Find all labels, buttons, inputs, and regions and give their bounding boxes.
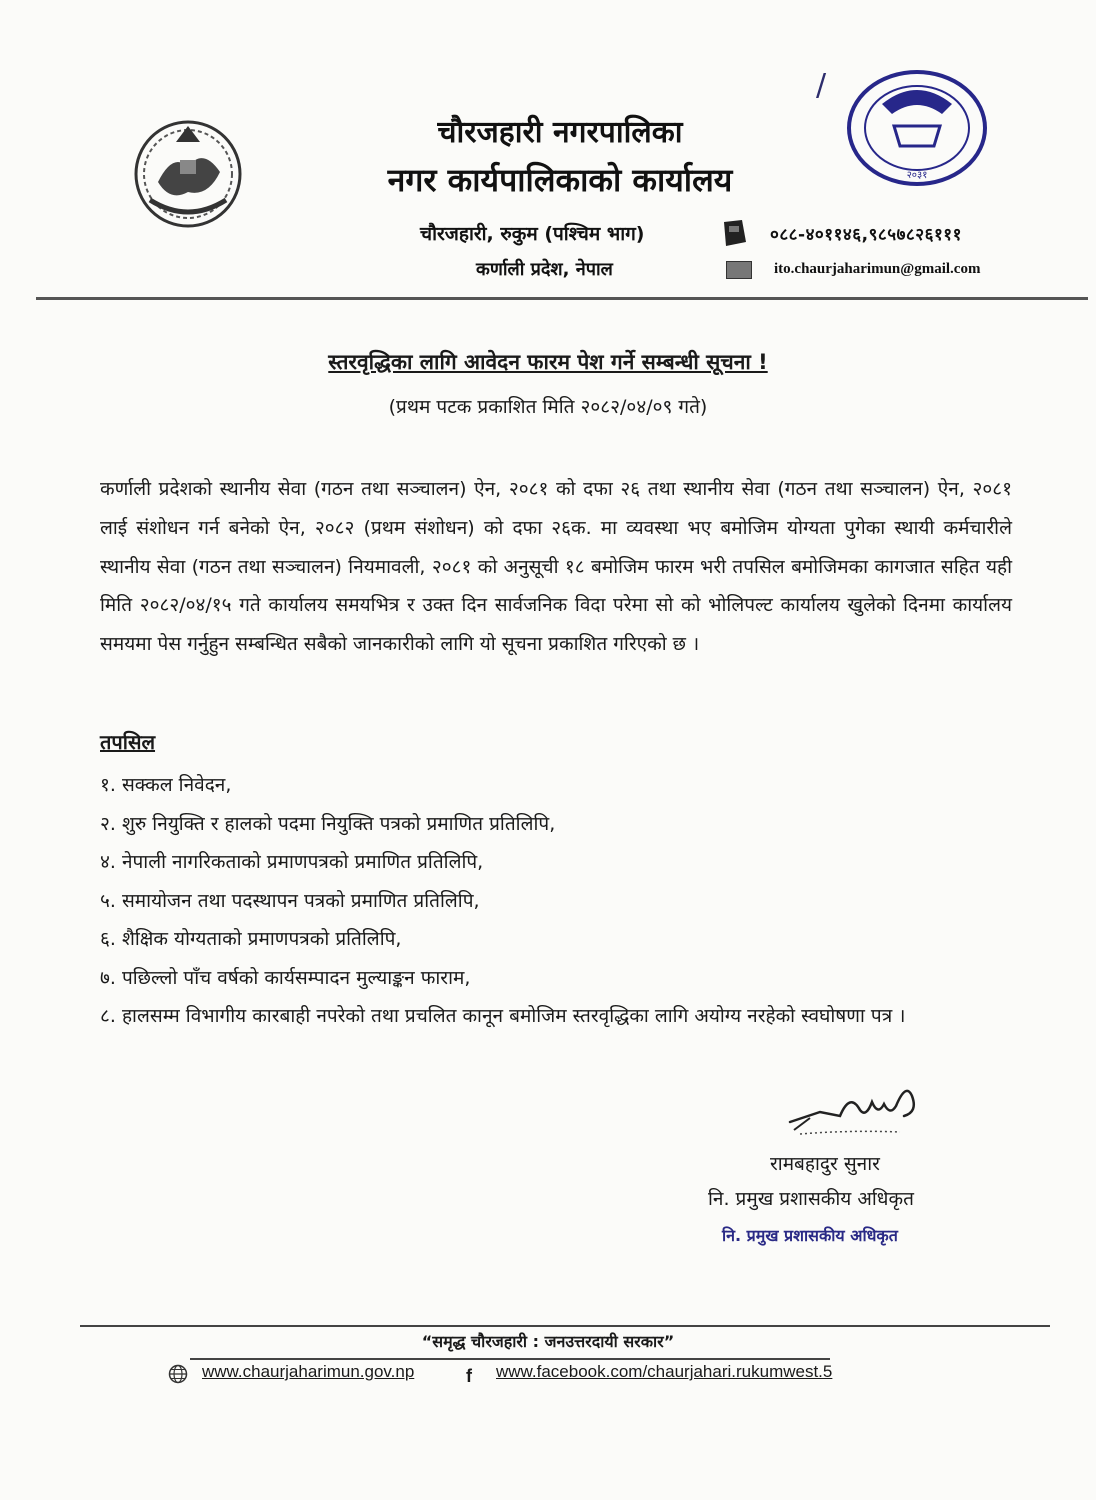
office-address: चौरजहारी, रुकुम (पश्चिम भाग): [420, 223, 645, 245]
notice-title: स्तरवृद्धिका लागि आवेदन फारम पेश गर्ने सम्बन्धी सूचना !: [328, 350, 768, 374]
office-name: नगर कार्यपालिकाको कार्यालय: [387, 161, 733, 199]
province: कर्णाली प्रदेश, नेपाल: [476, 259, 613, 280]
facebook-icon: f: [466, 1366, 472, 1386]
footer-motto: “समृद्ध चौरजहारी : जनउत्तरदायी सरकार”: [421, 1332, 675, 1351]
list-item: १. सक्कल निवेदन,: [100, 774, 232, 796]
svg-text:२०३१: २०३१: [906, 170, 928, 181]
list-item: ४. नेपाली नागरिकताको प्रमाणपत्रको प्रमाणित प्रतिलिपि,: [100, 851, 484, 873]
list-item: २. शुरु नियुक्ति र हालको पदमा नियुक्ति पत्रको प्रमाणित प्रतिलिपि,: [100, 812, 556, 835]
signer-stamp: नि. प्रमुख प्रशासकीय अधिकृत: [722, 1226, 898, 1245]
globe-icon: [168, 1364, 188, 1384]
municipality-seal-icon: [842, 66, 992, 191]
email-address[interactable]: ito.chaurjaharimun@gmail.com: [774, 261, 981, 277]
phone-number: ०८८-४०११४६,९८५७८२६१११: [770, 225, 962, 245]
list-item: ५. समायोजन तथा पदस्थापन पत्रको प्रमाणित प्रतिलिपि,: [100, 889, 480, 912]
list-item: ७. पछिल्लो पाँच वर्षको कार्यसम्पादन मुल्याङ्कन फाराम,: [100, 966, 471, 989]
list-item: ८. हालसम्म विभागीय कारबाही नपरेको तथा प्रचलित कानून बमोजिम स्तरवृद्धिका लागि अयोग्य नरहेको स्वघोषणा पत्र ।: [100, 1005, 906, 1027]
motto-underline: [190, 1358, 830, 1360]
header-divider: [36, 297, 1088, 300]
phone-icon: [718, 218, 748, 248]
organization-name: चौरजहारी नगरपालिका: [437, 115, 683, 150]
nepal-government-emblem-icon: [128, 112, 248, 232]
required-documents-list: [100, 766, 1020, 1036]
notice-body: कर्णाली प्रदेशको स्थानीय सेवा (गठन तथा सञ्चालन) ऐन, २०८१ को दफा २६ तथा स्थानीय सेवा (गठन तथा सञ्चालन) ऐन, २०८१ लाई संशोधन गर्न बनेको ऐन, २०८२ (प्रथम संशोधन) को दफा २६क. मा व्यवस्था भए बमोजिम योग्यता पुगेका स्थायी कर्मचारीले स्थानीय सेवा (गठन तथा सञ्चालन) नियमावली, २०८१ को अनुसूची १८ बमोजिम फारम भरी तपसिल बमोजिमका कागजात सहित यही मिति २०८२/०४/१५ गते कार्यालय समयभित्र र उक्त दिन सार्वजनिक विदा परेमा सो को भोलिपल्ट कार्यालय खुलेको दिनमा कार्यालय समयमा पेस गर्नुहुन सम्बन्धित सबैको जानकारीको लागि यो सूचना प्रकाशित गरिएको छ ।: [100, 478, 1012, 656]
list-item: ६. शैक्षिक योग्यताको प्रमाणपत्रको प्रतिलिपि,: [100, 928, 402, 950]
details-heading: तपसिल: [100, 730, 156, 754]
signer-name: रामबहादुर सुनार: [770, 1153, 880, 1175]
facebook-link[interactable]: www.facebook.com/chaurjahari.rukumwest.5: [496, 1362, 833, 1381]
pen-mark: /: [816, 68, 827, 103]
footer-divider: [80, 1325, 1050, 1327]
mail-icon: [726, 261, 752, 279]
signer-title: नि. प्रमुख प्रशासकीय अधिकृत: [708, 1188, 914, 1210]
notice-subtitle: (प्रथम पटक प्रकाशित मिति २०८२/०४/०९ गते): [388, 396, 708, 418]
handwritten-signature: [780, 1072, 940, 1142]
website-link[interactable]: www.chaurjaharimun.gov.np: [202, 1362, 415, 1381]
